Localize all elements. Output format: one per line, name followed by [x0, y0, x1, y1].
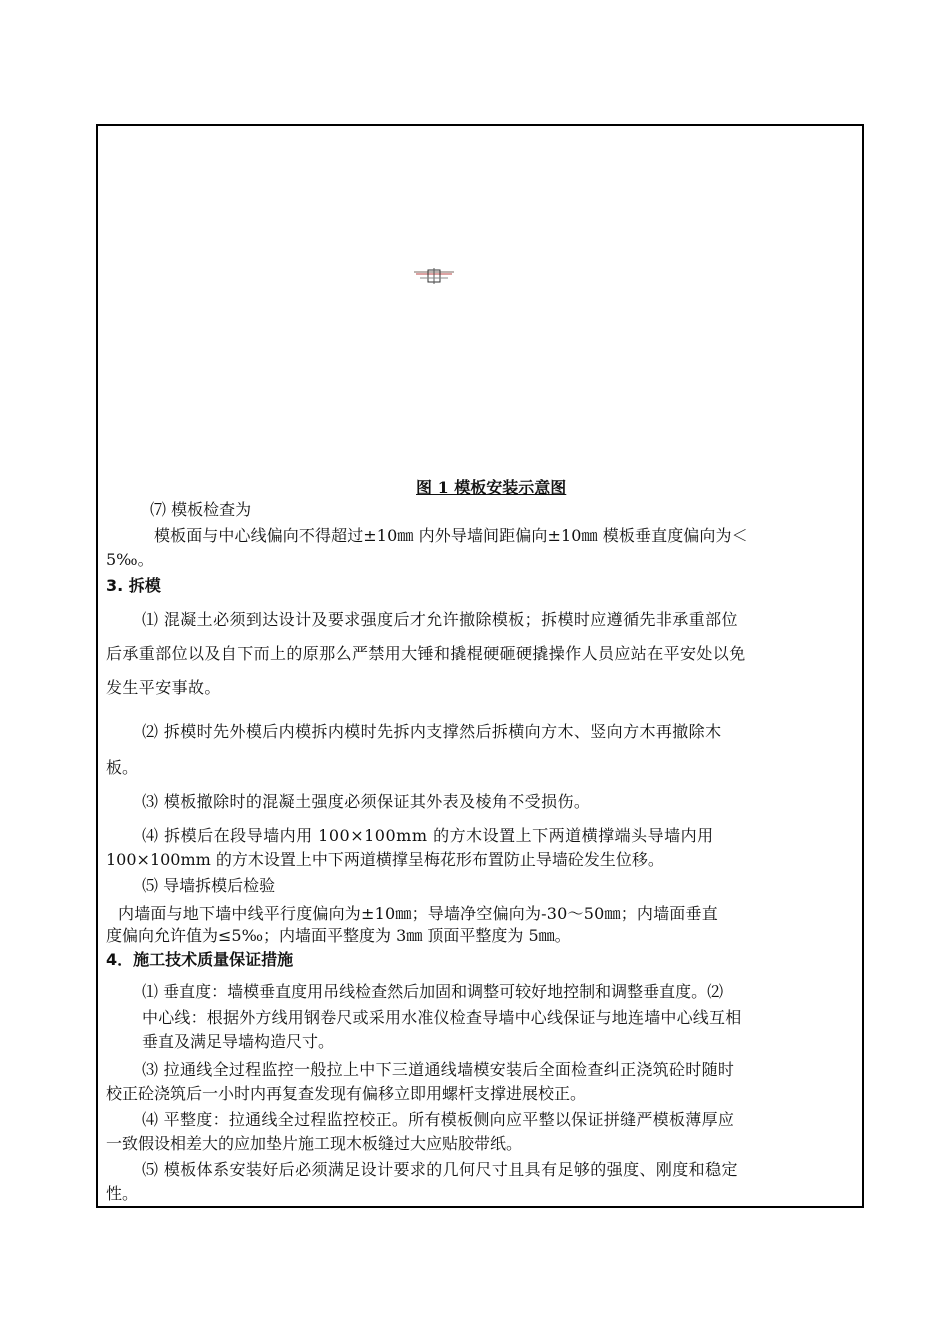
paragraph-6-line-1: 内墙面与地下墙中线平行度偏向为±10㎜；导墙净空偏向为-30～50㎜；内墙面垂直 — [118, 904, 718, 923]
paragraph-1-line-3: 发生平安事故。 — [106, 678, 221, 697]
paragraph-1-line-2: 后承重部位以及自下而上的原那么严禁用大锤和撬棍硬砸硬撬操作人员应站在平安处以免 — [106, 644, 746, 663]
measure-4-line-1: ⑷ 平整度：拉通线全过程监控校正。所有模板侧向应平整以保证拼缝严模板薄厚应 — [142, 1110, 735, 1129]
paragraph-4-line-1: ⑷ 拆模后在段导墙内用 100×100mm 的方木设置上下两道横撑端头导墙内用 — [142, 826, 714, 845]
measure-4-line-2: 一致假设相差大的应加垫片施工现木板缝过大应贴胶带纸。 — [106, 1134, 523, 1153]
document-frame — [96, 124, 864, 1208]
paragraph-6-line-2: 度偏向允许值为≤5‰；内墙面平整度为 3㎜ 顶面平整度为 5㎜。 — [106, 926, 571, 945]
paragraph-3: ⑶ 模板撤除时的混凝土强度必须保证其外表及棱角不受损伤。 — [142, 792, 591, 811]
figure-caption: 图 1 模板安装示意图 — [416, 478, 567, 497]
line-template-tolerance-end: 5‰。 — [106, 550, 154, 569]
measure-3-line-1: ⑶ 拉通线全过程监控一般拉上中下三道通线墙模安装后全面检查纠正浇筑砼时随时 — [142, 1060, 735, 1079]
paragraph-1-line-1: ⑴ 混凝土必须到达设计及要求强度后才允许撤除模板；拆模时应遵循先非承重部位 — [142, 610, 738, 629]
formwork-diagram-icon — [414, 266, 454, 286]
measure-5-line-2: 性。 — [106, 1184, 139, 1203]
section-heading-3: 3. 拆模 — [106, 576, 161, 595]
measure-1-line-1: ⑴ 垂直度：墙模垂直度用吊线检查然后加固和调整可较好地控制和调整垂直度。⑵ — [142, 982, 724, 1001]
line-template-check: ⑺ 模板检查为 — [150, 500, 252, 519]
measure-1-line-3: 垂直及满足导墙构造尺寸。 — [142, 1032, 335, 1051]
paragraph-5: ⑸ 导墙拆模后检验 — [142, 876, 276, 895]
paragraph-4-line-2: 100×100mm 的方木设置上中下两道横撑呈梅花形布置防止导墙砼发生位移。 — [106, 850, 664, 869]
measure-1-line-2: 中心线：根据外方线用钢卷尺或采用水准仪检查导墙中心线保证与地连墙中心线互相 — [142, 1008, 742, 1027]
section-heading-4: 4．施工技术质量保证措施 — [106, 950, 294, 969]
measure-5-line-1: ⑸ 模板体系安装好后必须满足设计要求的几何尺寸且具有足够的强度、刚度和稳定 — [142, 1160, 738, 1179]
line-template-tolerance: 模板面与中心线偏向不得超过±10㎜ 内外导墙间距偏向±10㎜ 模板垂直度偏向为＜ — [154, 526, 748, 545]
paragraph-2-line-1: ⑵ 拆模时先外模后内模拆内模时先拆内支撑然后拆横向方木、竖向方木再撤除木 — [142, 722, 722, 741]
paragraph-2-line-2: 板。 — [106, 758, 139, 777]
measure-3-line-2: 校正砼浇筑后一小时内再复查发现有偏移立即用螺杆支撑进展校正。 — [106, 1084, 587, 1103]
